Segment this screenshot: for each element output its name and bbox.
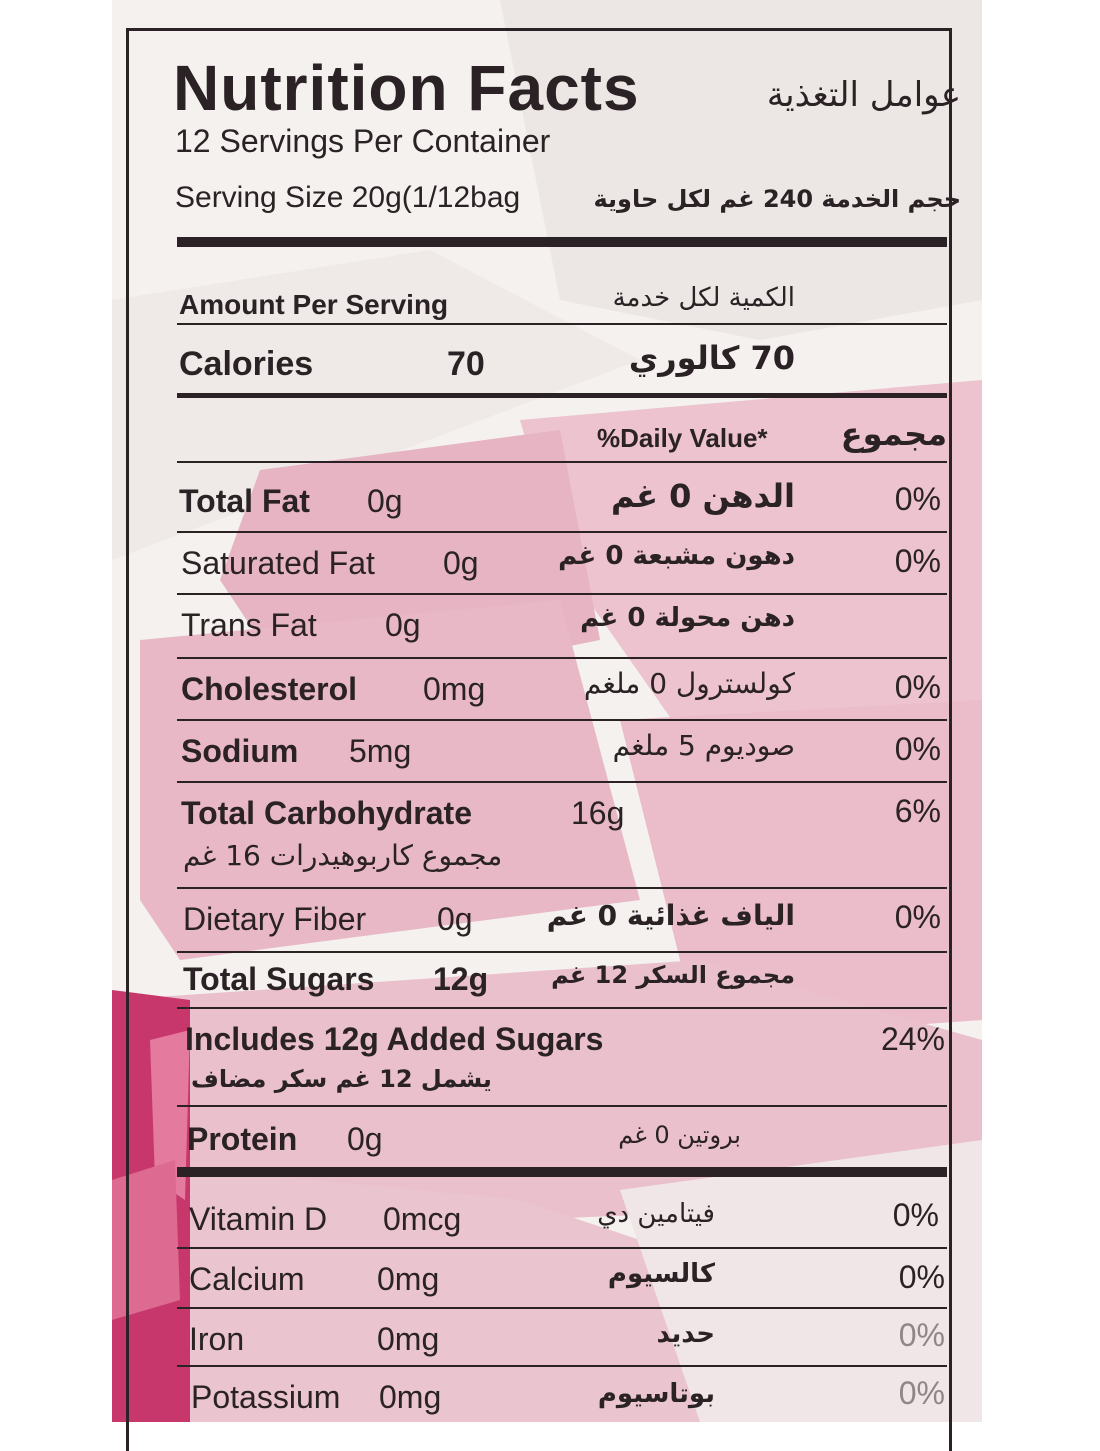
nutrient-amount: 0mg (379, 1379, 442, 1415)
nutrient-amount: 5mg (349, 733, 412, 769)
nutrient-amount: 0mg (377, 1261, 440, 1297)
divider (177, 323, 947, 325)
nutrient-trans-fat: Trans Fat (181, 607, 317, 643)
calories-value: 70 (447, 345, 485, 383)
divider-thick (177, 237, 947, 247)
serving-size-arabic: حجم الخدمة 240 غم لكل حاوية (593, 185, 961, 213)
nutrient-arabic: حديد (656, 1319, 715, 1349)
nutrient-added-sugars: Includes 12g Added Sugars (185, 1021, 604, 1057)
nutrient-daily-value: 0% (898, 1317, 945, 1353)
nutrient-total-sugars: Total Sugars (183, 961, 375, 997)
nutrient-arabic: الياف غذائية 0 غم (546, 899, 795, 932)
servings-per-container: 12 Servings Per Container (175, 123, 551, 159)
potassium: Potassium (191, 1379, 341, 1415)
divider (177, 951, 947, 953)
nutrient-arabic: الدهن 0 غم (611, 477, 795, 515)
right-margin (982, 0, 1100, 1422)
nutrient-daily-value: 0% (892, 1197, 939, 1233)
nutrient-arabic: كولسترول 0 ملغم (583, 667, 795, 700)
nutrient-cholesterol: Cholesterol (181, 671, 358, 707)
daily-value-header: %Daily Value* (597, 423, 768, 453)
nutrient-daily-value: 0% (894, 543, 941, 579)
calories-label: Calories (179, 345, 314, 383)
nutrient-arabic: بوتاسيوم (597, 1379, 715, 1409)
nutrient-amount: 0mcg (383, 1201, 462, 1237)
nutrient-dietary-fiber: Dietary Fiber (183, 901, 367, 937)
nutrient-amount: 0mg (377, 1321, 440, 1357)
calcium: Calcium (189, 1261, 305, 1297)
nutrient-amount: 12g (433, 961, 489, 997)
divider (177, 887, 947, 889)
nutrient-arabic: فيتامين دي (597, 1199, 715, 1229)
nutrient-daily-value: 24% (880, 1021, 945, 1057)
divider (177, 1105, 947, 1107)
iron: Iron (189, 1321, 245, 1357)
divider (177, 593, 947, 595)
daily-value-header-arabic: مجموع (840, 415, 947, 453)
divider (177, 1007, 947, 1009)
nutrient-arabic: بروتين 0 غم (618, 1121, 741, 1149)
left-margin (0, 0, 112, 1422)
label-title: Nutrition Facts (173, 52, 640, 124)
nutrient-amount: 0g (437, 901, 473, 937)
nutrient-daily-value: 0% (894, 899, 941, 935)
nutrition-facts-panel (126, 28, 961, 1451)
serving-size: Serving Size 20g(1/12bag (175, 181, 521, 214)
nutrient-daily-value: 0% (898, 1259, 945, 1295)
divider (177, 781, 947, 783)
divider (177, 1247, 947, 1249)
nutrient-amount: 0g (347, 1121, 383, 1157)
nutrient-total-carbohydrate: Total Carbohydrate (181, 795, 472, 831)
amount-per-serving: Amount Per Serving (179, 289, 449, 320)
divider (177, 1307, 947, 1309)
divider (177, 657, 947, 659)
nutrient-arabic: يشمل 12 غم سكر مضاف (191, 1065, 492, 1093)
divider-medium (177, 393, 947, 398)
nutrient-arabic: صوديوم 5 ملغم (612, 729, 795, 762)
nutrient-amount: 0mg (423, 671, 486, 707)
vitamin-d: Vitamin D (189, 1201, 328, 1237)
divider (177, 531, 947, 533)
nutrient-sodium: Sodium (181, 733, 299, 769)
divider (177, 461, 947, 463)
nutrient-total-fat: Total Fat (179, 483, 310, 519)
nutrient-daily-value: 6% (894, 793, 941, 829)
nutrient-amount: 0g (367, 483, 403, 519)
nutrient-arabic: مجموع كاربوهيدرات 16 غم (183, 839, 503, 872)
divider-thick (177, 1167, 947, 1177)
nutrient-arabic: كالسيوم (607, 1259, 715, 1289)
nutrient-daily-value: 0% (894, 669, 941, 705)
nutrient-daily-value: 0% (894, 731, 941, 767)
nutrient-amount: 16g (571, 795, 625, 831)
calories-arabic: 70 كالوري (628, 339, 795, 377)
divider (177, 1365, 947, 1367)
nutrient-daily-value: 0% (898, 1375, 945, 1411)
label-title-arabic: عوامل التغذية (766, 75, 961, 115)
nutrient-saturated-fat: Saturated Fat (181, 545, 375, 581)
nutrient-amount: 0g (385, 607, 421, 643)
divider (177, 719, 947, 721)
nutrient-protein: Protein (187, 1121, 298, 1157)
nutrient-arabic: دهون مشبعة 0 غم (558, 541, 795, 571)
nutrient-arabic: دهن محولة 0 غم (580, 603, 795, 633)
amount-per-serving-arabic: الكمية لكل خدمة (612, 283, 795, 313)
nutrient-amount: 0g (443, 545, 479, 581)
nutrient-daily-value: 0% (894, 481, 941, 517)
nutrient-arabic: مجموع السكر 12 غم (551, 961, 795, 989)
